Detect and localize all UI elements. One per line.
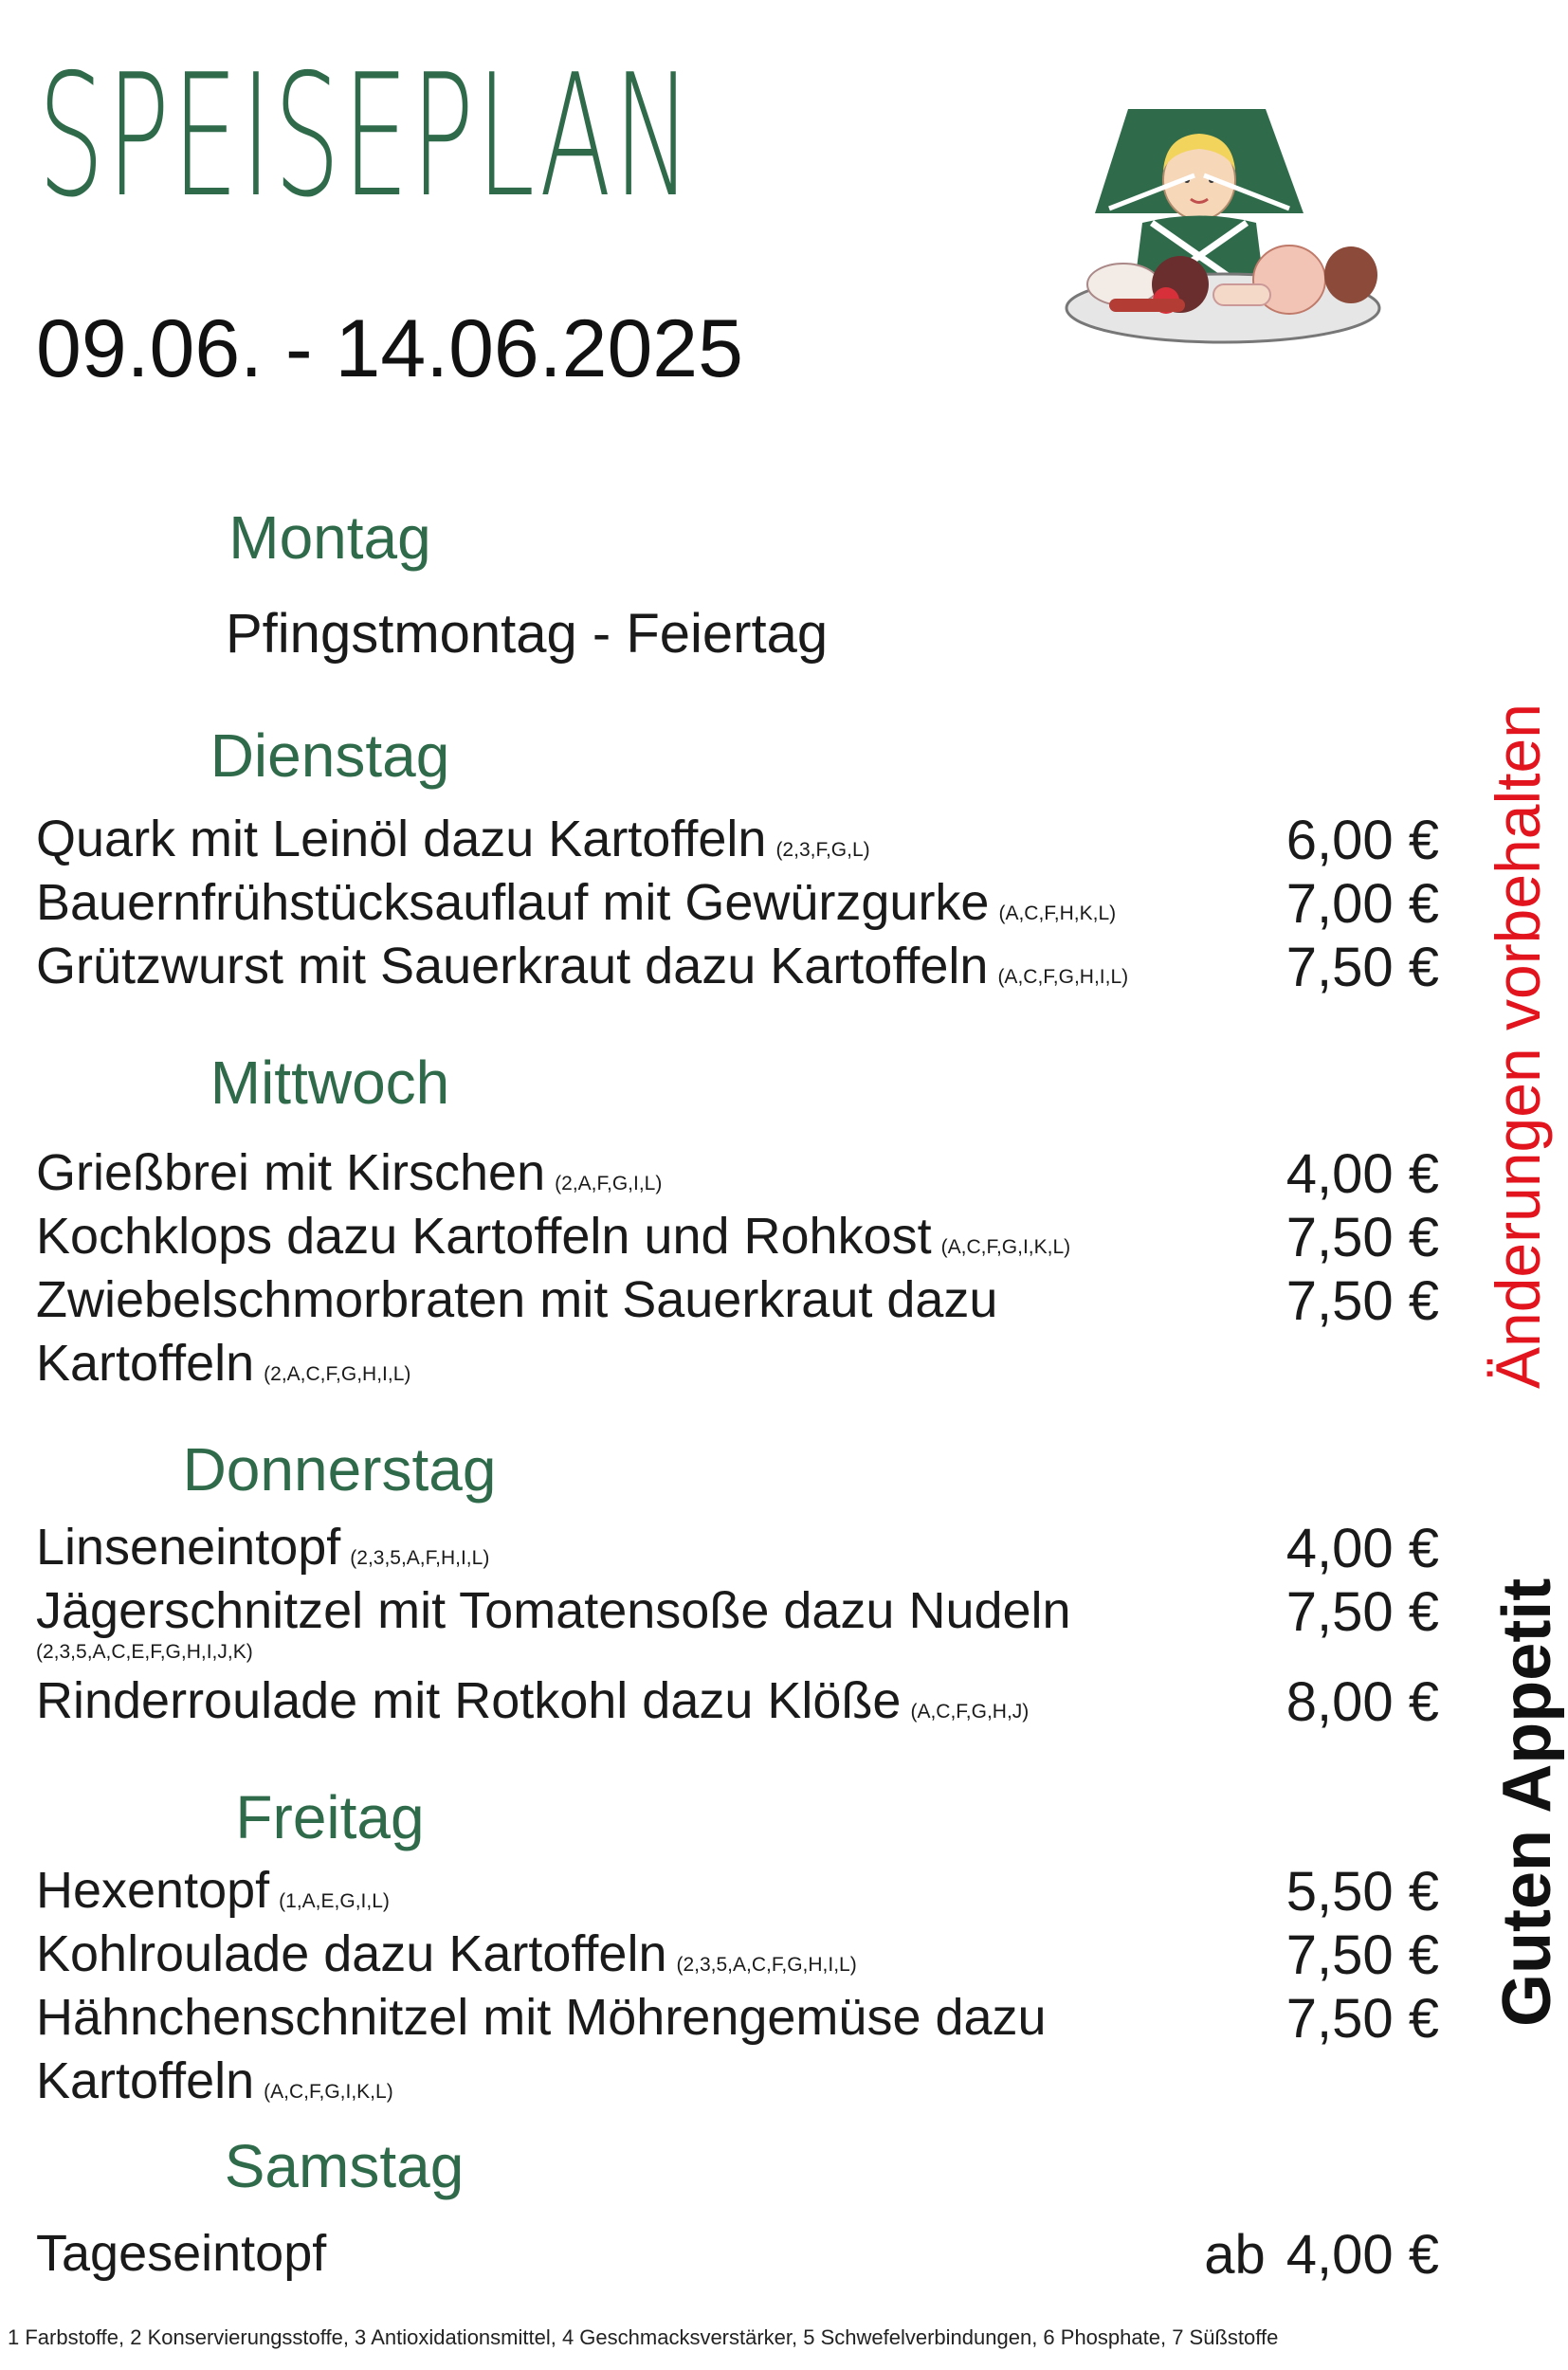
dish-price: 6,00 € bbox=[1285, 810, 1439, 871]
dish-price: 4,00 € bbox=[1285, 1143, 1439, 1205]
dish-item: Rinderroulade mit Rotkohl dazu Klöße (A,C,F,G,H,J) bbox=[36, 1672, 1030, 1729]
day-heading-donnerstag: Donnerstag bbox=[182, 1435, 497, 1504]
dish-item: Hähnchenschnitzel mit Möhrengemüse dazu bbox=[36, 1989, 1047, 2046]
day-heading-samstag: Samstag bbox=[224, 2132, 465, 2200]
day-heading-dienstag: Dienstag bbox=[210, 721, 450, 790]
guten-appetit-text: Guten Appetit bbox=[1489, 1577, 1565, 2027]
dish-item: Hexentopf (1,A,E,G,I,L) bbox=[36, 1862, 390, 1919]
dish-item: Bauernfrühstücksauflauf mit Gewürzgurke (A,C,F,H,K,L) bbox=[36, 874, 1117, 931]
dish-item-continued: Kartoffeln (A,C,F,G,I,K,L) bbox=[36, 2052, 393, 2109]
dish-item: Kohlroulade dazu Kartoffeln (2,3,5,A,C,F,G,H,I,L) bbox=[36, 1925, 857, 1982]
day-heading-mittwoch: Mittwoch bbox=[210, 1048, 450, 1117]
changes-reserved-note: Änderungen vorbehalten bbox=[1483, 703, 1553, 1389]
dish-price: 7,50 € bbox=[1285, 937, 1439, 998]
date-range: 09.06. - 14.06.2025 bbox=[36, 303, 743, 394]
dish-price: 7,50 € bbox=[1285, 1988, 1439, 2050]
day-heading-freitag: Freitag bbox=[235, 1783, 425, 1851]
dish-price: 4,00 € bbox=[1285, 1518, 1439, 1579]
dish-item: Jägerschnitzel mit Tomatensoße dazu Nudeln (2,3,5,A,C,E,F,G,H,I,J,K) bbox=[36, 1582, 1071, 1663]
dish-price: 8,00 € bbox=[1285, 1671, 1439, 1733]
additives-footnote: 1 Farbstoffe, 2 Konservierungsstoffe, 3 Antioxidationsmittel, 4 Geschmacksverstärker, 5 Schwefelverbindungen, 6 Phosphate, 7 Süßstoffe bbox=[8, 2325, 1279, 2349]
dish-item: Zwiebelschmorbraten mit Sauerkraut dazu bbox=[36, 1271, 998, 1328]
dish-item: Kochklops dazu Kartoffeln und Rohkost (A,C,F,G,I,K,L) bbox=[36, 1208, 1071, 1265]
dish-item: Tageseintopf bbox=[36, 2225, 327, 2282]
dish-item: Linseneintopf (2,3,5,A,F,H,I,L) bbox=[36, 1519, 490, 1576]
dish-price: 7,50 € bbox=[1285, 1924, 1439, 1986]
dish-item-continued: Kartoffeln (2,A,C,F,G,H,I,L) bbox=[36, 1335, 411, 1392]
woman-with-sausage-platter-icon bbox=[1052, 100, 1403, 356]
dish-item: Quark mit Leinöl dazu Kartoffeln (2,3,F,G,L) bbox=[36, 811, 870, 867]
page-title: SPEISEPLAN bbox=[38, 38, 695, 234]
dish-price: ab 4,00 € bbox=[1204, 2224, 1439, 2286]
dish-price: 5,50 € bbox=[1285, 1861, 1439, 1923]
holiday-note: Pfingstmontag - Feiertag bbox=[226, 603, 829, 665]
dish-price: 7,50 € bbox=[1285, 1581, 1439, 1643]
dish-item: Grießbrei mit Kirschen (2,A,F,G,I,L) bbox=[36, 1144, 663, 1201]
dish-price: 7,00 € bbox=[1285, 873, 1439, 935]
dish-price: 7,50 € bbox=[1285, 1270, 1439, 1332]
dish-price: 7,50 € bbox=[1285, 1207, 1439, 1268]
dish-item: Grützwurst mit Sauerkraut dazu Kartoffeln (A,C,F,G,H,I,L) bbox=[36, 938, 1129, 994]
day-heading-montag: Montag bbox=[228, 503, 431, 572]
